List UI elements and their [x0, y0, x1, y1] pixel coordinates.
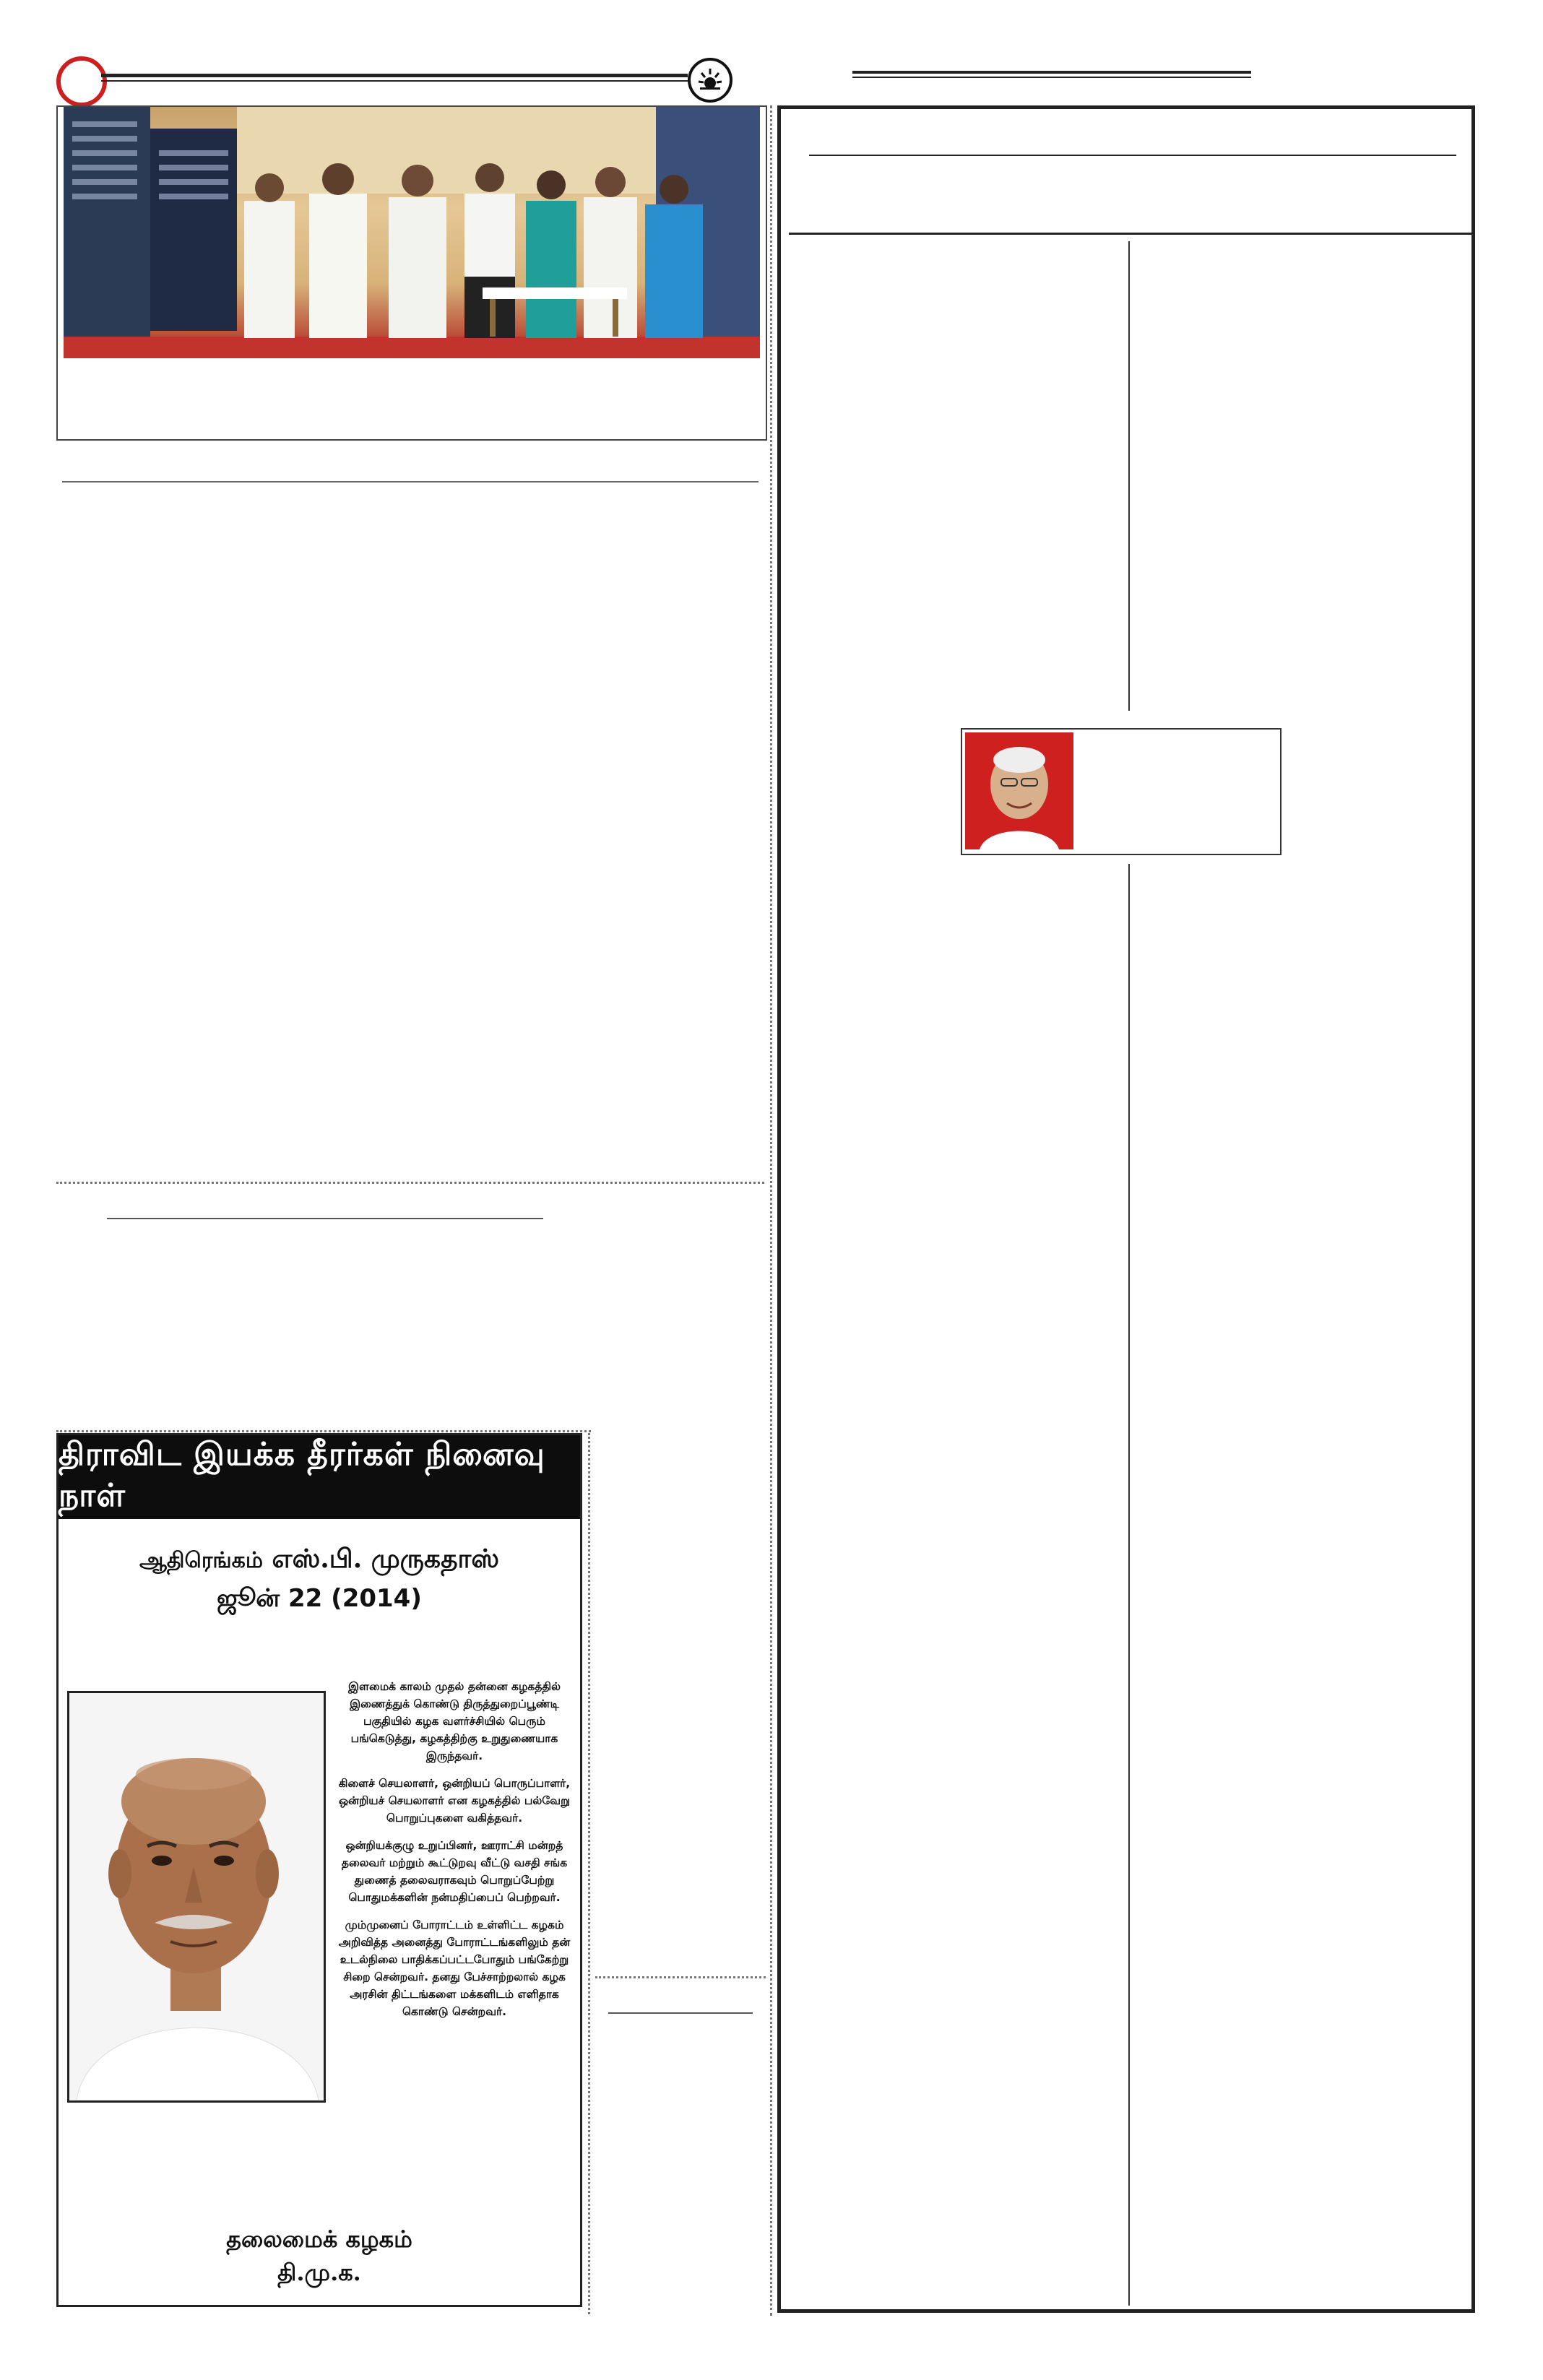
memorial-paragraph: ஒன்றியக்குழு உறுப்பினர், ஊராட்சி மன்றத் தலைவர் மற்றும் கூட்டுறவு வீட்டு வசதி சங்க துணைத் தலைவராகவும் பொறுப்பேற்று பொதுமக்களின் நன்மதிப்பைப் பெற்றவர்.	[341, 1839, 568, 1904]
memorial-footer-line1: தலைமைக் கழகம்	[226, 2225, 412, 2253]
memorial-name-main: எஸ்.பி. முருகதாஸ்	[272, 1544, 500, 1574]
memorial-paragraph: மும்முனைப் போராட்டம் உள்ளிட்ட கழகம் அறிவித்த அனைத்து போராட்டங்களிலும் தன் உடல்நிலை பாதிக்கப்பட்டபோதும் பங்கேற்று சிறை சென்றவர். தனது பேச்சாற்றலால் கழக அரசின் திட்டங்களை மக்களிடம் எளிதாக கொண்டு சென்றவர்.	[338, 1918, 571, 2018]
memorial-footer-line2: தி.மு.க.	[277, 2259, 361, 2286]
small-right-dotted	[595, 1976, 766, 1978]
memorial-portrait-frame	[67, 1691, 326, 2103]
right-article-box	[777, 105, 1475, 2313]
top-photo-frame	[56, 105, 767, 441]
memorial-notice	[56, 1433, 582, 2307]
header-rule-left-thin	[101, 80, 688, 82]
memorial-footer	[59, 2223, 580, 2289]
right-title-rule	[809, 155, 1456, 156]
memorial-person-name	[59, 1544, 580, 1578]
memorial-paragraph: கிளைச் செயலாளர், ஒன்றியப் பொருப்பாளர், ஒன்றியச் செயலாளர் என கழகத்தில் பல்வேறு பொறுப்புகளை வகித்தவர்.	[338, 1777, 571, 1825]
memorial-portrait-photo	[69, 1693, 324, 2100]
memorial-banner	[59, 1435, 580, 1519]
left-dotted-separator	[56, 1182, 764, 1184]
memorial-date: ஜூன் 22 (2014)	[217, 1584, 422, 1613]
rising-sun-emblem-icon	[688, 58, 732, 103]
memorial-top-dotted	[56, 1430, 591, 1432]
right-column-rule-lower	[1128, 864, 1130, 2306]
column-divider-main	[770, 105, 772, 2316]
right-column-rule-upper	[1128, 241, 1130, 711]
memorial-name-prefix: ஆதிரெங்கம்	[139, 1548, 263, 1573]
header-rule-right	[852, 71, 1251, 74]
small-portrait-photo	[965, 732, 1073, 849]
event-photo	[64, 107, 760, 358]
header-rule-right-thin	[852, 77, 1251, 78]
memorial-side-divider	[588, 1433, 590, 2314]
memorial-banner-title: திராவிட இயக்க தீரர்கள் நினைவு நாள்	[59, 1436, 545, 1514]
small-portrait-card	[961, 728, 1281, 855]
right-header-separator	[789, 233, 1472, 235]
small-right-rule	[608, 2012, 753, 2014]
header-rule-left	[101, 74, 688, 77]
header-red-circle-icon	[56, 56, 107, 107]
left-section-rule	[62, 481, 758, 483]
left-subsection-rule	[107, 1218, 543, 1219]
memorial-paragraph: இளமைக் காலம் முதல் தன்னை கழகத்தில் இணைத்துக் கொண்டு திருத்துறைப்பூண்டி பகுதியில் கழக வளர்ச்சியில் பெரும் பங்கெடுத்து, கழகத்திற்கு உறுதுணையாக இருந்தவர்.	[347, 1680, 561, 1762]
memorial-biography	[336, 1678, 573, 2030]
